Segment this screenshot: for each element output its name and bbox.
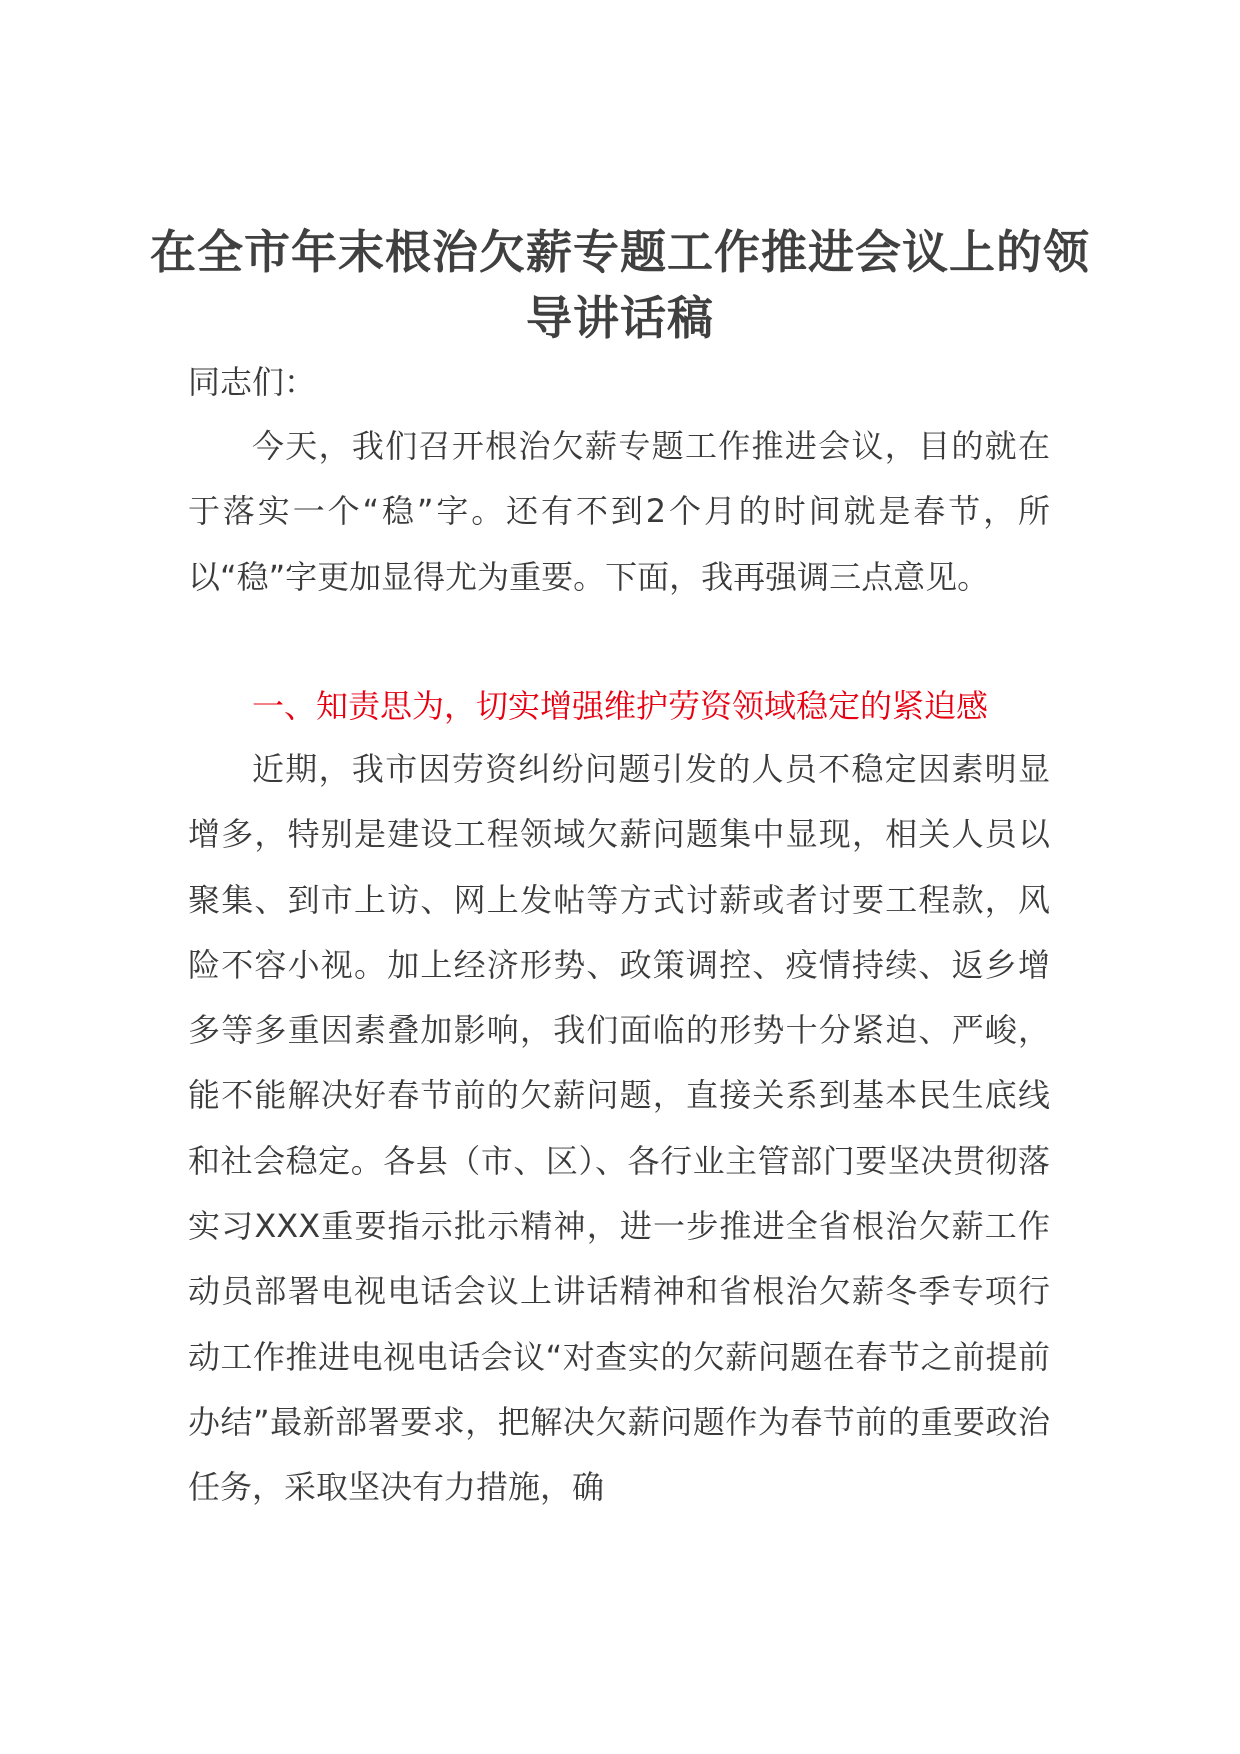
greeting: 同志们： bbox=[188, 363, 317, 401]
section-heading-1: 一、知责思为，切实增强维护劳资领域稳定的紧迫感 bbox=[252, 687, 989, 725]
paragraph-intro-block bbox=[188, 414, 1050, 610]
paragraph-body: 近期，我市因劳资纠纷问题引发的人员不稳定因素明显增多，特别是建设工程领域欠薪问题集中显现，相关人员以聚集、到市上访、网上发帖等方式讨薪或者讨要工程款，风险不容小视。加上经济形势、政策调控、疫情持续、返乡增多等多重因素叠加影响，我们面临的形势十分紧迫、严峻，能不能解决好春节前的欠薪问题，直接关系到基本民生底线和社会稳定。各县（市、区）、各行业主管部门要坚决贯彻落实习XXX重要指示批示精神，进一步推进全省根治欠薪工作动员部署电视电话会议上讲话精神和省根治欠薪冬季专项行动工作推进电视电话会议“对查实的欠薪问题在春节之前提前办结”最新部署要求，把解决欠薪问题作为春节前的重要政治任务，采取坚决有力措施，确 bbox=[188, 750, 1050, 1507]
paragraph-intro: 今天，我们召开根治欠薪专题工作推进会议，目的就在于落实一个“稳”字。还有不到2个月的时间就是春节，所以“稳”字更加显得尤为重要。下面，我再强调三点意见。 bbox=[188, 427, 1050, 596]
paragraph-body-block bbox=[188, 737, 1050, 1521]
document-title: 在全市年末根治欠薪专题工作推进会议上的领导讲话稿 bbox=[150, 224, 1090, 345]
